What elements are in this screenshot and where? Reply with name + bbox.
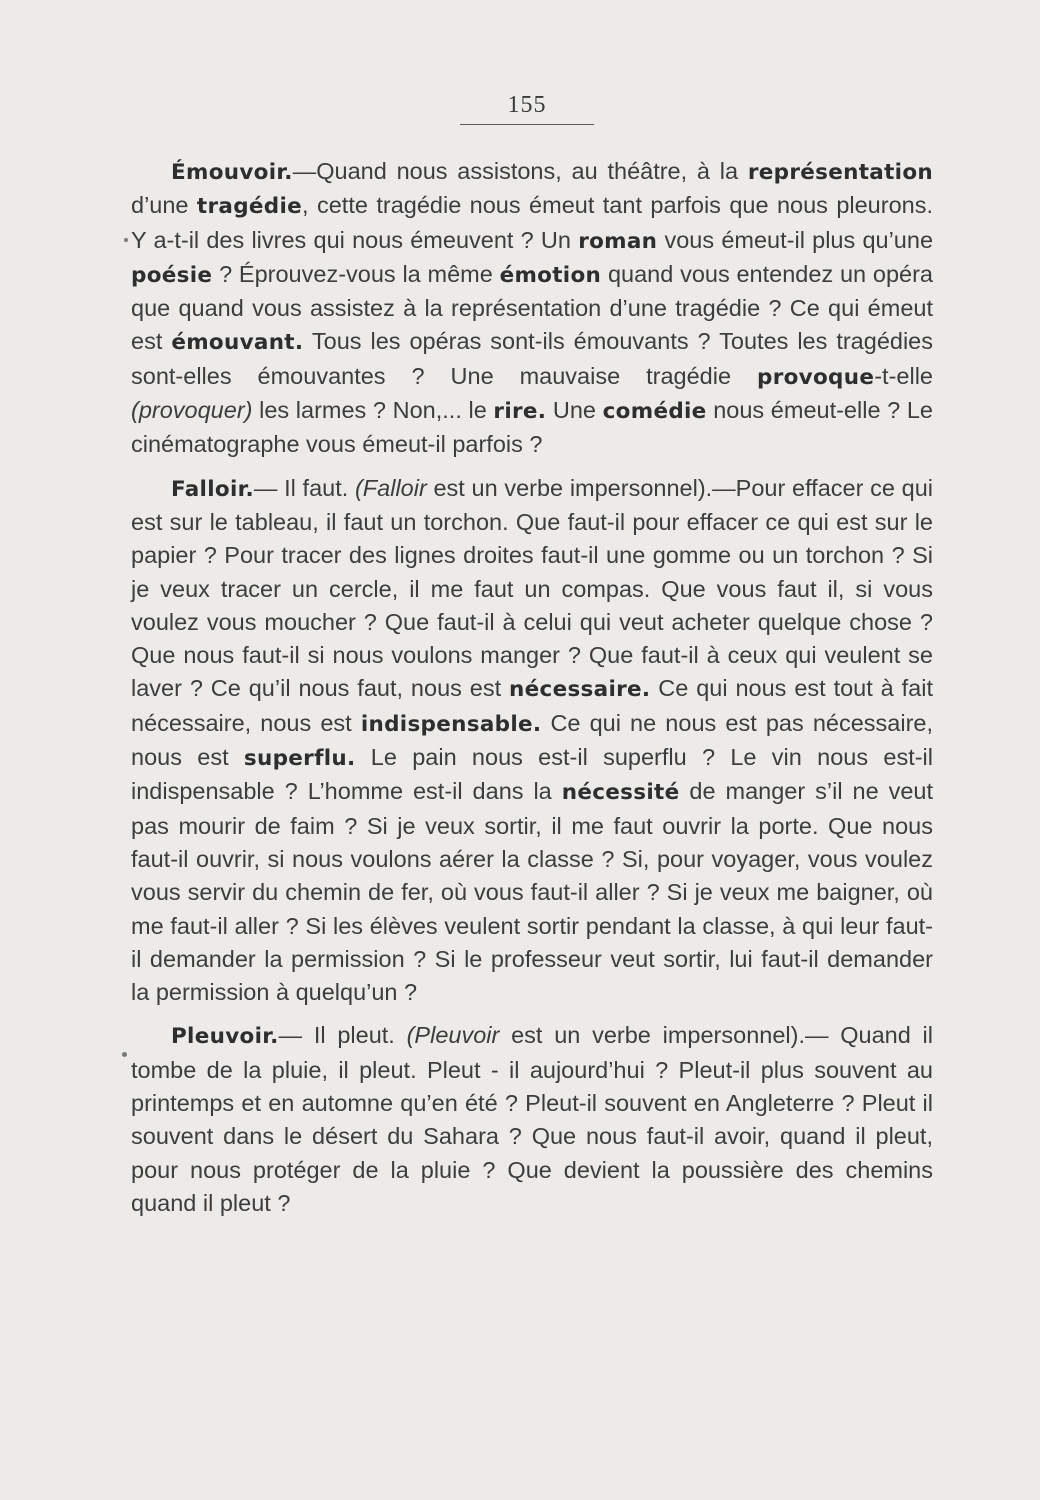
bold-term: rire. <box>493 399 547 425</box>
bold-term: Falloir. <box>171 476 254 502</box>
text-run: ? Éprouvez-vous la même <box>212 260 500 287</box>
text-run: — Il faut. <box>253 474 355 501</box>
bold-term: roman <box>578 228 658 254</box>
italic-text: (Falloir <box>354 474 427 501</box>
text-run: , cette tragédie nous émeut tant parfois que nous pleurons. Y a-t-il des livres qui nous émeuvent ? Un <box>131 192 933 253</box>
text-run: est un verbe impersonnel).— Quand il tombe de la pluie, il pleut. Pleut - il aujourd’hui ? Pleut-il plus souvent au printemps et en automne qu’en été ? Pleut-il souvent en Angleterre ? Pleut il souvent dans le désert du Sahara ? Que nous faut-il avoir, quand il pleut, pour nous protéger de la pluie ? Que devient la poussière des chemins quand il pleut ? <box>131 1022 934 1216</box>
paper-speck <box>124 238 128 242</box>
italic-text: (provoquer) <box>131 397 253 424</box>
bold-term: émotion <box>499 262 602 288</box>
bold-term: comédie <box>602 399 707 425</box>
text-run: de manger s’il ne veut pas mourir de faim ? Si je veux sortir, il me faut ouvrir la porte. Que nous faut-il ouvrir, si nous voulons aérer la classe ? Si, pour voyager, vous voulez vous servir du chemin de fer, où vous faut-il aller ? Si je veux me baigner, où me faut-il aller ? Si les élèves veulent sortir pendant la classe, à qui leur faut-il demander la permission ? Si le professeur veut sortir, lui faut-il demander la permission à quelqu’un ? <box>131 778 934 1006</box>
text-run: nous émeut-elle ? Le cinématographe vous émeut-il parfois ? <box>131 397 933 458</box>
text-run: Une <box>546 397 603 424</box>
paragraph-pleuvoir <box>131 1019 933 1220</box>
bold-term: émouvant. <box>171 330 304 356</box>
bold-term: nécessaire. <box>509 677 651 703</box>
bold-term: indispensable. <box>360 711 542 737</box>
bold-term: Pleuvoir. <box>171 1024 279 1050</box>
text-run: quand vous entendez un opéra que quand vous assistez à la représentation d’une tragédie ? Ce qui émeut est <box>131 260 933 355</box>
text-run: Tous les opéras sont-ils émouvants ? Toutes les tragédies sont-elles émouvantes ? Une mauvaise tragédie <box>131 328 933 389</box>
text-run: -t-elle <box>874 362 933 389</box>
text-run: d’une <box>131 192 197 219</box>
bold-term: représentation <box>747 160 933 185</box>
bold-term: provoque <box>757 364 875 390</box>
paper-speck <box>122 1052 127 1057</box>
paragraph-falloir <box>131 472 933 1010</box>
text-run: est un verbe impersonnel).—Pour effacer ce qui est sur le tableau, il faut un torchon. Que faut-il pour effacer ce qui est sur le papier ? Pour tracer des lignes droites faut-il une gomme ou un torchon ? Si je veux tracer un cercle, il me faut un compas. Que vous faut il, si vous voulez vous moucher ? Que faut-il à celui qui veut acheter quelque chose ? Que nous faut-il si nous voulons manger ? Que faut-il à ceux qui veulent se laver ? Ce qu’il nous faut, nous est <box>131 474 933 702</box>
page-body <box>131 155 933 1220</box>
page-number: 155 <box>507 92 547 118</box>
bold-term: tragédie <box>196 194 303 220</box>
text-run: vous émeut-il plus qu’une <box>657 226 934 253</box>
text-run: Ce qui nous est tout à fait nécessaire, nous est <box>131 675 933 736</box>
italic-text: (Pleuvoir <box>406 1022 500 1049</box>
paragraph-emouvoir <box>131 155 933 462</box>
text-run: les larmes ? Non,... le <box>252 397 494 424</box>
bold-term: poésie <box>131 262 213 288</box>
bold-term: nécessité <box>561 780 680 806</box>
page-number-rule <box>460 124 594 125</box>
text-run: Ce qui ne nous est pas nécessaire, nous est <box>131 709 933 771</box>
bold-term: superflu. <box>243 746 356 772</box>
text-run: — Il pleut. <box>278 1022 407 1049</box>
text-run: —Quand nous assistons, au théâtre, à la <box>292 158 748 184</box>
text-run: Le pain nous est-il superflu ? Le vin nous est-il indispensable ? L’homme est-il dans la <box>131 744 933 805</box>
bold-term: Émouvoir. <box>171 160 293 185</box>
